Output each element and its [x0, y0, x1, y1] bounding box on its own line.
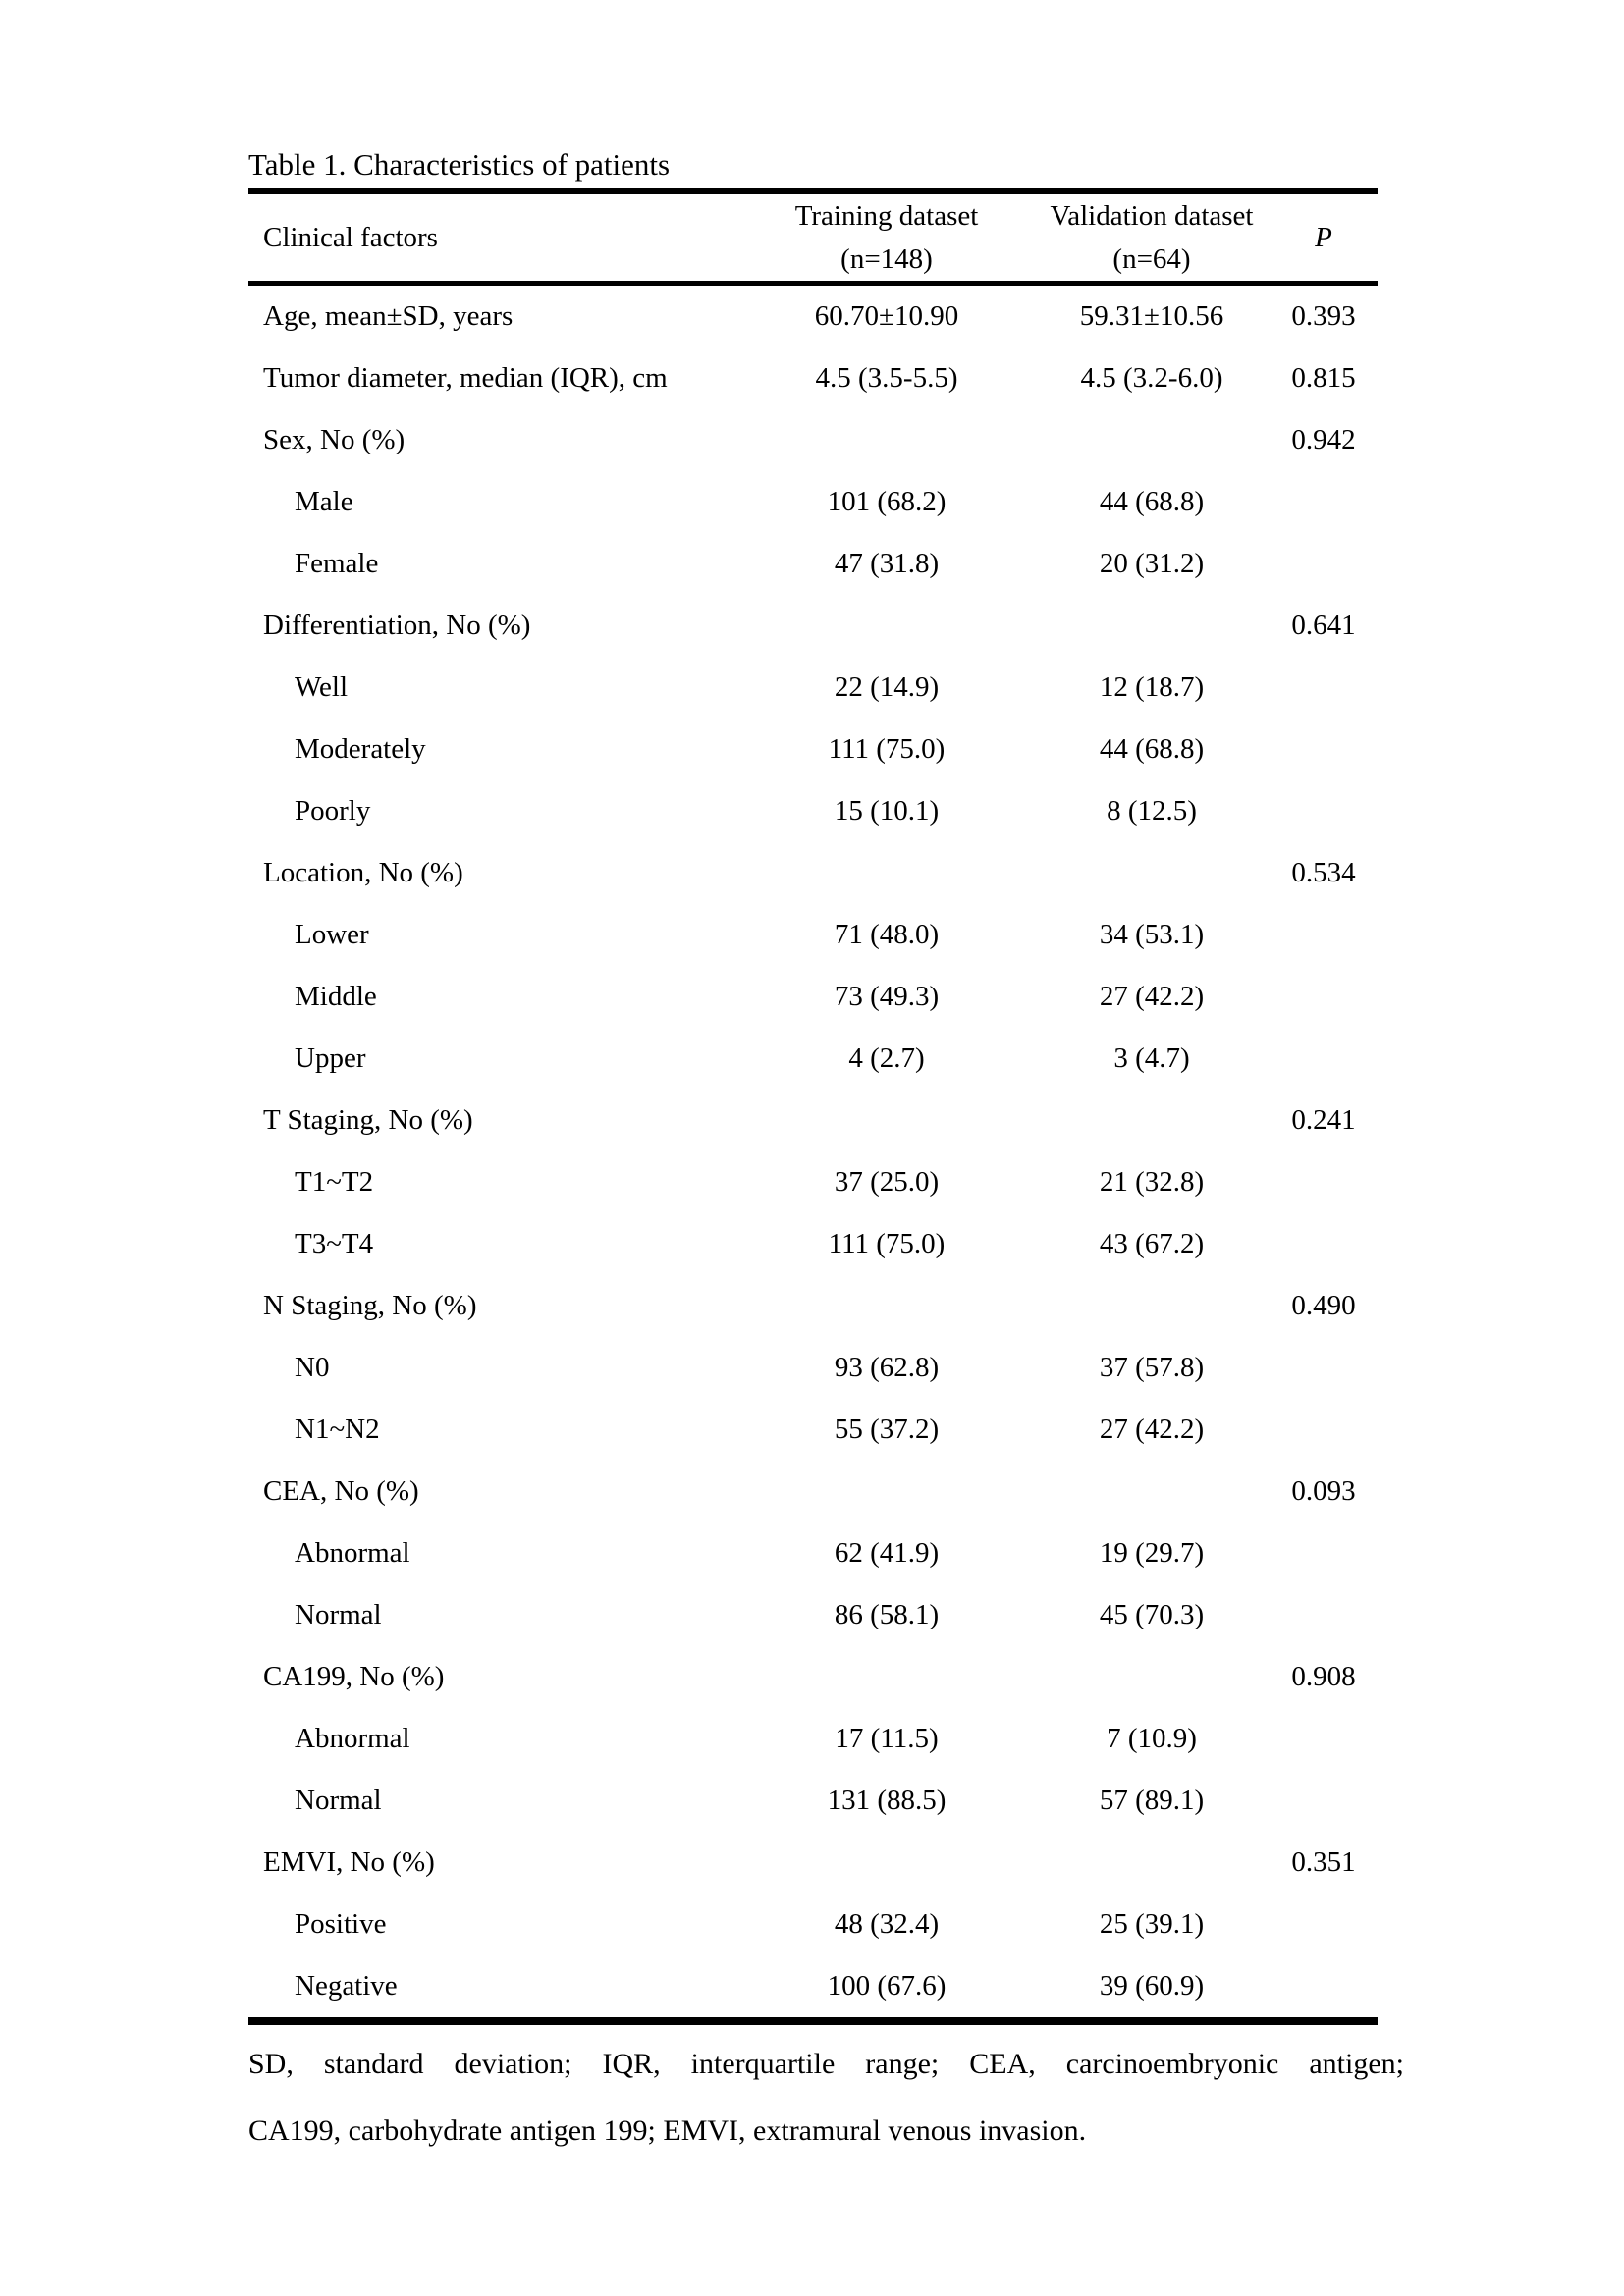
training-value: [739, 1275, 1034, 1337]
validation-value: 44 (68.8): [1099, 733, 1205, 765]
row-label: Location, No (%): [263, 857, 463, 888]
table-row: [248, 471, 1378, 533]
table-footnote: [248, 2031, 1404, 2164]
row-label: Differentiation, No (%): [263, 610, 531, 641]
row-label: Abnormal: [295, 1723, 410, 1754]
column-header-clinical-factors: Clinical factors: [263, 221, 438, 253]
p-value: 0.942: [1291, 424, 1356, 455]
validation-value: 12 (18.7): [1099, 671, 1205, 703]
p-value: [1270, 1213, 1378, 1275]
p-value: 0.241: [1291, 1104, 1356, 1136]
training-value: [739, 595, 1034, 657]
document-page: [248, 140, 1404, 2164]
footnote-line-1: SD, standard deviation; IQR, interquartile range; CEA, carcinoembryonic antigen;: [248, 2048, 1404, 2080]
training-value: [739, 1090, 1034, 1151]
training-value: [739, 1646, 1034, 1708]
table-row: [248, 533, 1378, 595]
header-row: [248, 191, 1378, 284]
row-label: CEA, No (%): [263, 1475, 419, 1507]
p-value: [1270, 1894, 1378, 1955]
training-value: [739, 409, 1034, 471]
training-value: 86 (58.1): [834, 1599, 940, 1630]
p-value: 0.534: [1291, 857, 1356, 888]
row-label: Abnormal: [295, 1537, 410, 1569]
table-row: [248, 1770, 1378, 1832]
validation-value: 7 (10.9): [1107, 1723, 1197, 1754]
training-value: 55 (37.2): [834, 1414, 940, 1445]
row-label: Moderately: [295, 733, 426, 765]
row-label: Sex, No (%): [263, 424, 406, 455]
table-row: [248, 1522, 1378, 1584]
training-value: 22 (14.9): [834, 671, 940, 703]
validation-value: [1034, 595, 1270, 657]
table-row: [248, 1894, 1378, 1955]
validation-value: 43 (67.2): [1099, 1228, 1205, 1259]
row-label: N1~N2: [295, 1414, 380, 1445]
validation-value: [1034, 1646, 1270, 1708]
training-value: [739, 1461, 1034, 1522]
p-value: 0.351: [1291, 1846, 1356, 1878]
training-value: [739, 1832, 1034, 1894]
table-row: [248, 1337, 1378, 1399]
p-value: [1270, 1708, 1378, 1770]
p-value: [1270, 966, 1378, 1028]
validation-dataset-label: Validation dataset: [1050, 200, 1254, 232]
training-value: 4 (2.7): [848, 1042, 925, 1074]
training-value: 71 (48.0): [834, 919, 940, 950]
row-label: Normal: [295, 1599, 382, 1630]
row-label: CA199, No (%): [263, 1661, 445, 1692]
p-value: [1270, 1151, 1378, 1213]
table-row: [248, 1399, 1378, 1461]
table-row: [248, 1832, 1378, 1894]
row-label: Poorly: [295, 795, 371, 827]
training-value: 17 (11.5): [835, 1723, 939, 1754]
validation-value: [1034, 1832, 1270, 1894]
training-value: 4.5 (3.5-5.5): [815, 362, 958, 394]
validation-dataset-n: (n=64): [1112, 243, 1191, 275]
table-row: [248, 1955, 1378, 2021]
column-header-p-value: P: [1315, 221, 1332, 253]
training-value: 111 (75.0): [828, 733, 946, 765]
validation-value: 37 (57.8): [1099, 1352, 1205, 1383]
validation-value: [1034, 409, 1270, 471]
training-dataset-n: (n=148): [840, 243, 933, 275]
p-value: [1270, 1770, 1378, 1832]
validation-value: 20 (31.2): [1099, 548, 1205, 579]
table-row: [248, 842, 1378, 904]
row-label: Normal: [295, 1785, 382, 1816]
validation-value: 25 (39.1): [1099, 1908, 1205, 1940]
validation-value: [1034, 1090, 1270, 1151]
table-row: [248, 1090, 1378, 1151]
training-value: 37 (25.0): [834, 1166, 940, 1198]
p-value: [1270, 1584, 1378, 1646]
training-value: 62 (41.9): [834, 1537, 940, 1569]
p-value: [1270, 904, 1378, 966]
training-value: 100 (67.6): [827, 1970, 947, 2002]
p-value: [1270, 533, 1378, 595]
validation-value: 34 (53.1): [1099, 919, 1205, 950]
p-value: 0.393: [1291, 300, 1356, 332]
p-value: [1270, 780, 1378, 842]
table-row: [248, 780, 1378, 842]
training-value: 101 (68.2): [827, 486, 947, 517]
table-row: [248, 904, 1378, 966]
training-value: 60.70±10.90: [814, 300, 959, 332]
table-row: [248, 1275, 1378, 1337]
row-label: Negative: [295, 1970, 398, 2002]
training-value: 15 (10.1): [834, 795, 940, 827]
table-row: [248, 719, 1378, 780]
footnote-line-2: CA199, carbohydrate antigen 199; EMVI, extramural venous invasion.: [248, 2114, 1087, 2147]
table-row: [248, 1708, 1378, 1770]
p-value: [1270, 657, 1378, 719]
column-header-validation-dataset: [1034, 191, 1270, 284]
row-label: N0: [295, 1352, 330, 1383]
row-label: Upper: [295, 1042, 366, 1074]
row-label: Well: [295, 671, 349, 703]
validation-value: 8 (12.5): [1107, 795, 1197, 827]
table-row: [248, 1151, 1378, 1213]
row-label: Age, mean±SD, years: [263, 300, 514, 332]
table-row: [248, 1584, 1378, 1646]
table-row: [248, 1213, 1378, 1275]
table-title: Table 1. Characteristics of patients: [248, 147, 671, 182]
validation-value: 59.31±10.56: [1079, 300, 1224, 332]
row-label: Tumor diameter, median (IQR), cm: [263, 362, 668, 394]
training-value: 48 (32.4): [834, 1908, 940, 1940]
validation-value: 57 (89.1): [1099, 1785, 1205, 1816]
validation-value: 19 (29.7): [1099, 1537, 1205, 1569]
training-value: 93 (62.8): [834, 1352, 940, 1383]
table-row: [248, 657, 1378, 719]
p-value: 0.641: [1291, 610, 1356, 641]
table-row: [248, 595, 1378, 657]
p-value: 0.815: [1291, 362, 1356, 394]
training-value: 111 (75.0): [828, 1228, 946, 1259]
validation-value: [1034, 1461, 1270, 1522]
row-label: EMVI, No (%): [263, 1846, 435, 1878]
p-value: [1270, 1955, 1378, 2021]
row-label: Male: [295, 486, 353, 517]
row-label: T1~T2: [295, 1166, 374, 1198]
training-dataset-label: Training dataset: [794, 200, 979, 232]
validation-value: 27 (42.2): [1099, 1414, 1205, 1445]
p-value: [1270, 471, 1378, 533]
p-value: [1270, 1399, 1378, 1461]
training-value: [739, 842, 1034, 904]
validation-value: 27 (42.2): [1099, 981, 1205, 1012]
row-label: Middle: [295, 981, 377, 1012]
validation-value: 3 (4.7): [1113, 1042, 1190, 1074]
training-value: 47 (31.8): [834, 548, 940, 579]
validation-value: 45 (70.3): [1099, 1599, 1205, 1630]
validation-value: 21 (32.8): [1099, 1166, 1205, 1198]
patient-characteristics-table: [248, 188, 1378, 2025]
training-value: 73 (49.3): [834, 981, 940, 1012]
row-label: T Staging, No (%): [263, 1104, 473, 1136]
p-value: [1270, 1337, 1378, 1399]
validation-value: [1034, 1275, 1270, 1337]
validation-value: 44 (68.8): [1099, 486, 1205, 517]
validation-value: 4.5 (3.2-6.0): [1080, 362, 1223, 394]
p-value: 0.490: [1291, 1290, 1356, 1321]
p-value: [1270, 1522, 1378, 1584]
p-value: 0.908: [1291, 1661, 1356, 1692]
row-label: Positive: [295, 1908, 387, 1940]
table-row: [248, 966, 1378, 1028]
validation-value: 39 (60.9): [1099, 1970, 1205, 2002]
validation-value: [1034, 842, 1270, 904]
table-row: [248, 1646, 1378, 1708]
p-value: 0.093: [1291, 1475, 1356, 1507]
row-label: Female: [295, 548, 379, 579]
table-row: [248, 1028, 1378, 1090]
training-value: 131 (88.5): [827, 1785, 947, 1816]
row-label: Lower: [295, 919, 369, 950]
p-value: [1270, 1028, 1378, 1090]
table-row: [248, 409, 1378, 471]
row-label: N Staging, No (%): [263, 1290, 477, 1321]
table-row: [248, 1461, 1378, 1522]
table-row: [248, 284, 1378, 348]
table-row: [248, 347, 1378, 409]
row-label: T3~T4: [295, 1228, 374, 1259]
p-value: [1270, 719, 1378, 780]
column-header-training-dataset: [739, 191, 1034, 284]
